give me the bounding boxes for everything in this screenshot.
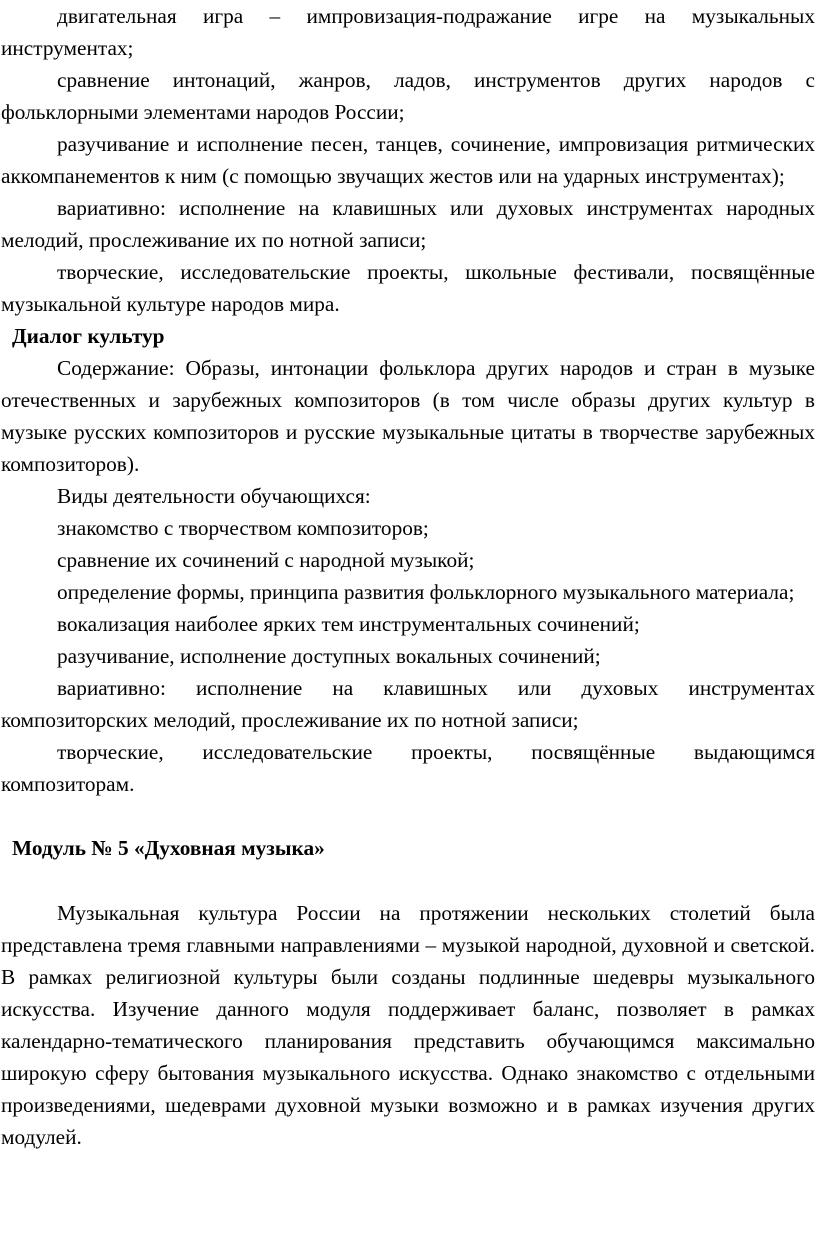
paragraph-projects-composers: творческие, исследовательские проекты, посвящённые выдающимся композиторам.: [1, 740, 815, 796]
paragraph-module-intro: Музыкальная культура России на протяжении нескольких столетий была представлена тремя главными направлениями – музыкой народной, духовной и светской. В рамках религиозной культуры были созданы подлинные шедевры музыкального искусства. Изучение данного модуля поддерживает баланс, позволяет в рамках календарно-тематического планирования представить обучающимся максимально широкую сферу бытования музыкального искусства. Однако знакомство с отдельными произведениями, шедеврами духовной музыки возможно и в рамках изучения других модулей.: [1, 901, 815, 1149]
paragraph-activities-label: Виды деятельности обучающихся:: [57, 484, 371, 508]
paragraph-composers: знакомство с творчеством композиторов;: [57, 516, 429, 540]
paragraph-learning-songs: разучивание и исполнение песен, танцев, сочинение, импровизация ритмических аккомпанементов к ним (с помощью звучащих жестов или на ударных инструментах);: [1, 132, 815, 188]
paragraph-compare-folk: сравнение их сочинений с народной музыкой;: [57, 548, 475, 572]
paragraph-variative-composers: вариативно: исполнение на клавишных или духовых инструментах композиторских мелодий, прослеживание их по нотной записи;: [1, 676, 815, 732]
paragraph-vocal-works: разучивание, исполнение доступных вокальных сочинений;: [57, 644, 601, 668]
paragraph-projects-folk: творческие, исследовательские проекты, школьные фестивали, посвящённые музыкальной культуре народов мира.: [1, 260, 815, 316]
paragraph-content: Содержание: Образы, интонации фольклора других народов и стран в музыке отечественных и зарубежных композиторов (в том числе образы других культур в музыке русских композиторов и русские музыкальные цитаты в творчестве зарубежных композиторов).: [1, 356, 815, 476]
paragraph-comparison: сравнение интонаций, жанров, ладов, инструментов других народов с фольклорными элементами народов России;: [1, 68, 815, 124]
paragraph-form: определение формы, принципа развития фольклорного музыкального материала;: [57, 580, 795, 604]
paragraph-variative-folk: вариативно: исполнение на клавишных или духовых инструментах народных мелодий, прослеживание их по нотной записи;: [1, 196, 815, 252]
paragraph-vocalization: вокализация наиболее ярких тем инструментальных сочинений;: [57, 612, 640, 636]
paragraph-motor-game: двигательная игра – импровизация-подражание игре на музыкальных инструментах;: [1, 4, 815, 60]
section-heading-dialog: Диалог культур: [12, 324, 165, 348]
module-heading: Модуль № 5 «Духовная музыка»: [12, 836, 325, 860]
